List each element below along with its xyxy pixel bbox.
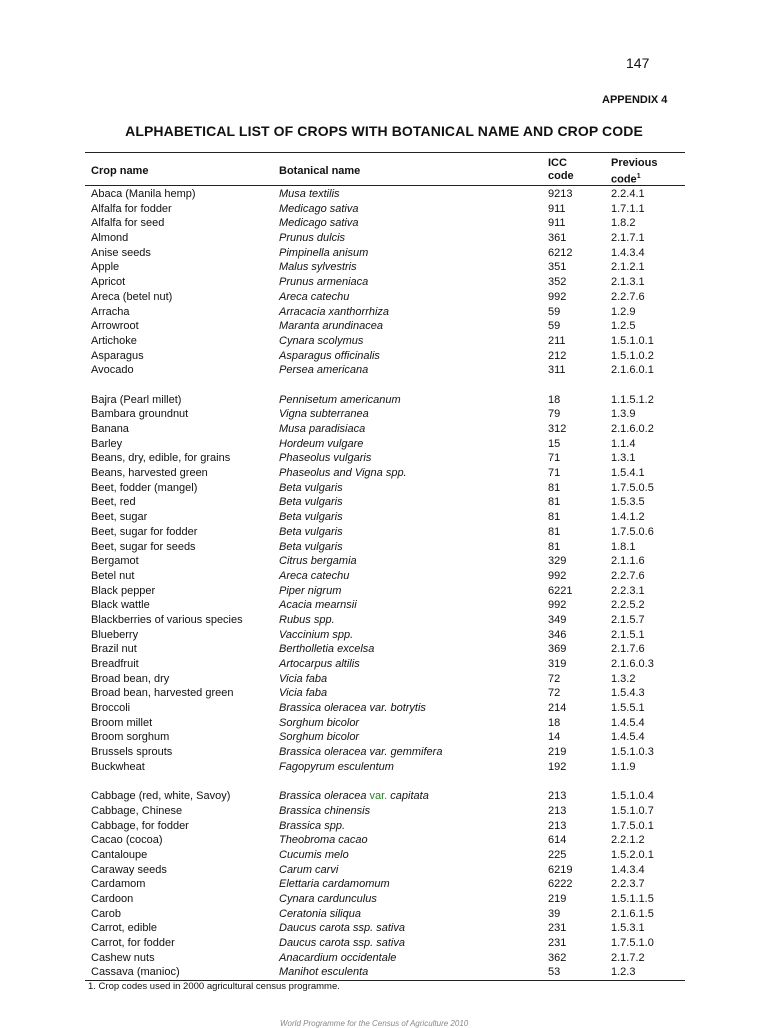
crop-name-cell: Cabbage (red, white, Savoy) xyxy=(91,790,231,803)
botanical-name-cell: Sorghum bicolor xyxy=(279,731,360,744)
botanical-name-cell: Brassica oleracea var. botrytis xyxy=(279,702,426,715)
previous-code-cell: 1.7.5.0.6 xyxy=(611,525,654,538)
previous-code-cell: 2.1.6.0.2 xyxy=(611,423,654,435)
botanical-name-cell: Phaseolus vulgaris xyxy=(279,452,372,465)
previous-code-cell: 1.2.5 xyxy=(611,320,636,333)
previous-code-cell: 2.2.4.1 xyxy=(611,188,645,200)
crop-name-cell: Carob xyxy=(91,907,121,920)
crop-name-cell: Carrot, edible xyxy=(91,922,158,935)
icc-code-cell: 81 xyxy=(548,481,561,494)
table-row xyxy=(85,437,685,452)
table-row xyxy=(85,334,685,349)
botanical-name-cell: Maranta arundinacea xyxy=(279,320,383,333)
table-row xyxy=(85,936,685,951)
botanical-name-cell: Brassica spp. xyxy=(279,819,346,832)
previous-code-cell: 1.8.1 xyxy=(611,540,636,553)
previous-code-cell: 1.3.1 xyxy=(611,452,636,465)
icc-code-cell: 351 xyxy=(548,261,567,274)
previous-code-cell: 1.7.5.0.5 xyxy=(611,481,654,494)
botanical-name-cell: Carum carvi xyxy=(279,863,339,876)
table-row xyxy=(85,892,685,907)
icc-code-cell: 213 xyxy=(548,804,567,817)
table-row xyxy=(85,642,685,657)
crop-name-cell: Broad bean, dry xyxy=(91,672,170,685)
botanical-name-cell: Vigna subterranea xyxy=(279,408,369,421)
crop-name-cell: Broom millet xyxy=(91,716,153,729)
header-icc-code xyxy=(548,157,574,183)
previous-code-cell: 2.1.6.1.5 xyxy=(611,907,654,920)
icc-code-cell: 214 xyxy=(548,702,567,715)
header-prev-line2: code$^1$ xyxy=(611,173,641,186)
table-row xyxy=(85,319,685,334)
crop-name-cell: Beet, red xyxy=(91,496,136,509)
botanical-name-cell: Beta vulgaris xyxy=(279,496,343,509)
table-row xyxy=(85,877,685,892)
header-icc-line2: code xyxy=(548,170,574,182)
previous-code-cell: 1.1.9 xyxy=(611,760,636,773)
previous-code-cell: 1.5.4.1 xyxy=(611,467,645,480)
footnote: 1. Crop codes used in 2000 agricultural census programme. xyxy=(88,981,340,992)
crop-name-cell: Cacao (cocoa) xyxy=(91,834,163,847)
crop-name-cell: Brussels sprouts xyxy=(91,746,173,759)
crop-name-cell: Artichoke xyxy=(91,334,137,347)
crop-name-cell: Cassava (manioc) xyxy=(91,966,180,979)
botanical-name-cell: Elettaria cardamomum xyxy=(279,878,390,891)
crop-name-cell: Blueberry xyxy=(91,628,139,641)
previous-code-cell: 1.3.2 xyxy=(611,672,636,685)
botanical-name-cell: Brassica oleracea var. gemmifera xyxy=(279,746,443,759)
header-prev-line1: Previous xyxy=(611,157,658,169)
header-previous-code xyxy=(611,157,657,187)
icc-code-cell: 81 xyxy=(548,540,561,553)
icc-code-cell: 81 xyxy=(548,511,561,524)
crop-name-cell: Carrot, for fodder xyxy=(91,937,175,950)
botanical-name-cell: Anacardium occidentale xyxy=(279,951,397,964)
botanical-name-cell: Vaccinium spp. xyxy=(279,628,354,641)
botanical-name-cell: Pennisetum americanum xyxy=(279,393,401,406)
icc-code-cell: 213 xyxy=(548,819,567,832)
appendix-label: APPENDIX 4 xyxy=(602,94,668,106)
previous-code-cell: 1.5.1.0.4 xyxy=(611,790,654,803)
botanical-name-cell: Medicago sativa xyxy=(279,217,359,230)
previous-code-cell: 2.1.3.1 xyxy=(611,276,645,289)
crop-name-cell: Banana xyxy=(91,423,129,435)
icc-code-cell: 14 xyxy=(548,731,561,744)
icc-code-cell: 6212 xyxy=(548,246,573,259)
icc-code-cell: 362 xyxy=(548,951,567,964)
table-row xyxy=(85,525,685,540)
crop-table xyxy=(85,152,685,981)
icc-code-cell: 71 xyxy=(548,467,561,480)
table-row xyxy=(85,598,685,613)
crop-name-cell: Beans, dry, edible, for grains xyxy=(91,452,231,465)
page-footer: World Programme for the Census of Agriculture 2010 xyxy=(280,1019,469,1028)
icc-code-cell: 59 xyxy=(548,320,561,333)
previous-code-cell: 2.1.6.0.3 xyxy=(611,658,654,670)
page-title: ALPHABETICAL LIST OF CROPS WITH BOTANICAL NAME AND CROP CODE xyxy=(125,123,643,139)
previous-code-cell: 1.8.2 xyxy=(611,217,636,230)
crop-name-cell: Alfalfa for fodder xyxy=(91,202,172,215)
icc-code-cell: 231 xyxy=(548,922,567,935)
crop-name-cell: Abaca (Manila hemp) xyxy=(91,188,196,200)
previous-code-cell: 1.4.1.2 xyxy=(611,511,645,524)
botanical-name-cell: Brassica chinensis xyxy=(279,804,371,817)
table-row xyxy=(85,951,685,966)
header-botanical-name: Botanical name xyxy=(279,165,361,177)
crop-name-cell: Areca (betel nut) xyxy=(91,290,173,303)
icc-code-cell: 992 xyxy=(548,599,567,612)
botanical-name-cell: Ceratonia siliqua xyxy=(279,907,361,920)
crop-name-cell: Beans, harvested green xyxy=(91,467,208,480)
icc-code-cell: 992 xyxy=(548,569,567,582)
previous-code-cell: 2.1.2.1 xyxy=(611,261,645,274)
table-row xyxy=(85,275,685,290)
crop-name-cell: Bergamot xyxy=(91,555,139,568)
table-row xyxy=(85,672,685,687)
botanical-name-cell: Asparagus officinalis xyxy=(279,349,380,362)
table-row xyxy=(85,907,685,922)
previous-code-cell: 2.2.3.1 xyxy=(611,584,645,597)
botanical-name-cell: Beta vulgaris xyxy=(279,540,343,553)
crop-name-cell: Cabbage, Chinese xyxy=(91,804,183,817)
icc-code-cell: 346 xyxy=(548,628,567,641)
crop-name-cell: Broad bean, harvested green xyxy=(91,687,234,700)
icc-code-cell: 18 xyxy=(548,393,561,406)
botanical-name-cell: Vicia faba xyxy=(279,687,328,700)
icc-code-cell: 81 xyxy=(548,525,561,538)
botanical-name-cell: Phaseolus and Vigna spp. xyxy=(279,467,407,480)
icc-code-cell: 71 xyxy=(548,452,561,465)
botanical-name-cell: Prunus armeniaca xyxy=(279,276,369,289)
icc-code-cell: 15 xyxy=(548,437,561,450)
previous-code-cell: 1.4.3.4 xyxy=(611,246,645,259)
table-row xyxy=(85,833,685,848)
crop-name-cell: Bambara groundnut xyxy=(91,408,189,421)
botanical-name-cell: Cucumis melo xyxy=(279,848,349,861)
botanical-name-cell: Citrus bergamia xyxy=(279,555,357,568)
icc-code-cell: 329 xyxy=(548,555,567,568)
botanical-tail: capitata xyxy=(390,790,429,803)
table-row xyxy=(85,231,685,246)
icc-code-cell: 6219 xyxy=(548,863,573,876)
icc-code-cell: 39 xyxy=(548,907,561,920)
table-row xyxy=(85,613,685,628)
table-row xyxy=(85,363,685,378)
previous-code-cell: 1.5.1.0.1 xyxy=(611,334,654,347)
table-row xyxy=(85,745,685,760)
page-number: 147 xyxy=(626,55,650,71)
table-row xyxy=(85,510,685,525)
icc-code-cell: 18 xyxy=(548,716,561,729)
crop-name-cell: Apricot xyxy=(91,276,126,289)
botanical-name-cell: Daucus carota ssp. sativa xyxy=(279,937,405,950)
crop-name-cell: Cantaloupe xyxy=(91,848,148,861)
botanical-name-cell: Areca catechu xyxy=(279,569,350,582)
table-row xyxy=(85,569,685,584)
previous-code-cell: 1.5.5.1 xyxy=(611,702,645,715)
botanical-name-cell: Musa paradisiaca xyxy=(279,423,366,435)
table-row xyxy=(85,965,685,980)
table-row xyxy=(85,202,685,217)
previous-code-cell: 1.5.1.0.2 xyxy=(611,349,654,362)
botanical-name-cell: Beta vulgaris xyxy=(279,481,343,494)
botanical-name-cell: Prunus dulcis xyxy=(279,232,346,245)
botanical-name-cell: Hordeum vulgare xyxy=(279,437,364,450)
icc-code-cell: 211 xyxy=(548,334,566,347)
icc-code-cell: 319 xyxy=(548,658,567,670)
table-row xyxy=(85,495,685,510)
crop-name-cell: Breadfruit xyxy=(91,658,139,670)
botanical-name-cell: Sorghum bicolor xyxy=(279,716,360,729)
previous-code-cell: 1.4.5.4 xyxy=(611,716,645,729)
previous-code-cell: 2.1.5.1 xyxy=(611,628,645,641)
crop-name-cell: Alfalfa for seed xyxy=(91,217,165,230)
icc-code-cell: 369 xyxy=(548,643,567,656)
table-row xyxy=(85,657,685,672)
previous-code-cell: 1.4.3.4 xyxy=(611,863,645,876)
previous-code-cell: 1.1.4 xyxy=(611,437,636,450)
crop-name-cell: Beet, sugar for fodder xyxy=(91,525,198,538)
previous-code-cell: 1.5.2.0.1 xyxy=(611,848,654,861)
botanical-name-cell: Piper nigrum xyxy=(279,584,342,597)
botanical-name-cell: Musa textilis xyxy=(279,188,340,200)
icc-code-cell: 361 xyxy=(548,232,567,245)
crop-name-cell: Beet, sugar xyxy=(91,511,148,524)
table-row xyxy=(85,422,685,437)
crop-name-cell: Cardoon xyxy=(91,893,134,905)
icc-code-cell: 219 xyxy=(548,893,567,905)
crop-name-cell: Almond xyxy=(91,232,129,245)
table-row xyxy=(85,921,685,936)
table-row xyxy=(85,701,685,716)
table-row xyxy=(85,407,685,422)
table-row xyxy=(85,540,685,555)
table-row xyxy=(85,451,685,466)
botanical-name-cell: Theobroma cacao xyxy=(279,834,368,847)
previous-code-cell: 1.1.5.1.2 xyxy=(611,393,654,406)
previous-code-cell: 2.1.1.6 xyxy=(611,555,645,568)
crop-name-cell: Bajra (Pearl millet) xyxy=(91,393,182,406)
table-row xyxy=(85,554,685,569)
botanical-name-cell: Beta vulgaris xyxy=(279,525,343,538)
crop-name-cell: Cashew nuts xyxy=(91,951,155,964)
previous-code-cell: 1.2.3 xyxy=(611,966,636,979)
table-row xyxy=(85,305,685,320)
previous-code-cell: 1.5.1.0.3 xyxy=(611,746,654,759)
previous-code-cell: 2.1.7.6 xyxy=(611,643,645,656)
table-row xyxy=(85,466,685,481)
crop-name-cell: Apple xyxy=(91,261,120,274)
icc-code-cell: 79 xyxy=(548,408,561,421)
icc-code-cell: 59 xyxy=(548,305,561,318)
previous-code-cell: 2.2.7.6 xyxy=(611,290,645,303)
table-row xyxy=(85,290,685,305)
previous-code-cell: 1.5.1.1.5 xyxy=(611,893,654,905)
crop-name-cell: Avocado xyxy=(91,364,134,377)
table-row xyxy=(85,686,685,701)
table-header xyxy=(85,153,685,185)
table-row xyxy=(85,804,685,819)
previous-code-cell: 1.5.3.1 xyxy=(611,922,645,935)
crop-name-cell: Caraway seeds xyxy=(91,863,167,876)
previous-code-cell: 2.1.6.0.1 xyxy=(611,364,654,377)
icc-code-cell: 72 xyxy=(548,687,561,700)
botanical-name-cell: Artocarpus altilis xyxy=(279,658,360,670)
previous-code-cell: 2.2.5.2 xyxy=(611,599,645,612)
table-row xyxy=(85,819,685,834)
icc-code-cell: 231 xyxy=(548,937,567,950)
crop-name-cell: Barley xyxy=(91,437,123,450)
table-row xyxy=(85,393,685,408)
table-row xyxy=(85,584,685,599)
table-row xyxy=(85,730,685,745)
previous-code-cell: 2.1.7.1 xyxy=(611,232,645,245)
crop-name-cell: Broom sorghum xyxy=(91,731,170,744)
botanical-name-cell: Fagopyrum esculentum xyxy=(279,760,394,773)
icc-code-cell: 349 xyxy=(548,613,567,626)
botanical-name-cell: Malus sylvestris xyxy=(279,261,357,274)
table-row xyxy=(85,848,685,863)
crop-name-cell: Arracha xyxy=(91,305,130,318)
icc-code-cell: 311 xyxy=(548,364,566,377)
crop-name-cell: Broccoli xyxy=(91,702,131,715)
icc-code-cell: 992 xyxy=(548,290,567,303)
crop-name-cell: Cabbage, for fodder xyxy=(91,819,189,832)
icc-code-cell: 6222 xyxy=(548,878,573,891)
table-row xyxy=(85,349,685,364)
botanical-name-cell xyxy=(279,789,429,804)
table-row xyxy=(85,789,685,804)
header-icc-line1: ICC xyxy=(548,157,567,169)
icc-code-cell: 225 xyxy=(548,848,567,861)
icc-code-cell: 219 xyxy=(548,746,567,759)
header-crop-name: Crop name xyxy=(91,165,149,177)
botanical-name-cell: Cynara scolymus xyxy=(279,334,364,347)
previous-code-cell: 1.5.3.5 xyxy=(611,496,645,509)
botanical-name-cell: Bertholletia excelsa xyxy=(279,643,375,656)
icc-code-cell: 192 xyxy=(548,760,567,773)
crop-name-cell: Buckwheat xyxy=(91,760,145,773)
crop-name-cell: Arrowroot xyxy=(91,320,139,333)
table-row xyxy=(85,716,685,731)
previous-code-cell: 1.7.5.0.1 xyxy=(611,819,654,832)
botanical-name-cell: Rubus spp. xyxy=(279,613,335,626)
previous-code-cell: 2.1.5.7 xyxy=(611,613,645,626)
botanical-var: var. xyxy=(369,790,388,803)
previous-code-cell: 1.3.9 xyxy=(611,408,636,421)
crop-name-cell: Black pepper xyxy=(91,584,156,597)
botanical-name-cell: Persea americana xyxy=(279,364,369,377)
icc-code-cell: 6221 xyxy=(548,584,573,597)
botanical-name-cell: Acacia mearnsii xyxy=(279,599,357,612)
table-row xyxy=(85,760,685,775)
previous-code-cell: 2.2.3.7 xyxy=(611,878,645,891)
table-row xyxy=(85,246,685,261)
table-row xyxy=(85,260,685,275)
icc-code-cell: 53 xyxy=(548,966,561,979)
previous-code-cell: 2.2.1.2 xyxy=(611,834,645,847)
previous-code-cell: 1.4.5.4 xyxy=(611,731,645,744)
previous-code-cell: 2.1.7.2 xyxy=(611,951,645,964)
botanical-name-cell: Vicia faba xyxy=(279,672,328,685)
botanical-name-cell: Daucus carota ssp. sativa xyxy=(279,922,405,935)
previous-code-cell: 1.7.1.1 xyxy=(611,202,645,215)
crop-name-cell: Beet, fodder (mangel) xyxy=(91,481,198,494)
icc-code-cell: 911 xyxy=(548,202,566,215)
icc-code-cell: 312 xyxy=(548,423,567,435)
botanical-name-cell: Beta vulgaris xyxy=(279,511,343,524)
crop-name-cell: Brazil nut xyxy=(91,643,137,656)
icc-code-cell: 352 xyxy=(548,276,567,289)
icc-code-cell: 72 xyxy=(548,672,561,685)
table-row xyxy=(85,216,685,231)
table-row xyxy=(85,628,685,643)
crop-name-cell: Black wattle xyxy=(91,599,150,612)
previous-code-cell: 1.5.4.3 xyxy=(611,687,645,700)
crop-name-cell: Asparagus xyxy=(91,349,144,362)
botanical-name-cell: Manihot esculenta xyxy=(279,966,369,979)
icc-code-cell: 9213 xyxy=(548,188,573,200)
botanical-name-cell: Medicago sativa xyxy=(279,202,359,215)
table-body xyxy=(85,186,685,980)
crop-name-cell: Blackberries of various species xyxy=(91,613,243,626)
botanical-name-cell: Areca catechu xyxy=(279,290,350,303)
previous-code-cell: 1.5.1.0.7 xyxy=(611,804,654,817)
botanical-name-cell: Arracacia xanthorrhiza xyxy=(279,305,390,318)
icc-code-cell: 614 xyxy=(548,834,567,847)
previous-code-cell: 1.2.9 xyxy=(611,305,636,318)
botanical-name-cell: Pimpinella anisum xyxy=(279,246,369,259)
previous-code-cell: 2.2.7.6 xyxy=(611,569,645,582)
icc-code-cell: 213 xyxy=(548,790,567,803)
table-row xyxy=(85,187,685,202)
crop-name-cell: Betel nut xyxy=(91,569,135,582)
crop-name-cell: Beet, sugar for seeds xyxy=(91,540,196,553)
crop-name-cell: Anise seeds xyxy=(91,246,151,259)
botanical-genus: Brassica oleracea xyxy=(279,790,367,803)
icc-code-cell: 212 xyxy=(548,349,567,362)
footnote-marker: 1 xyxy=(636,173,641,180)
table-row xyxy=(85,863,685,878)
icc-code-cell: 911 xyxy=(548,217,566,230)
icc-code-cell: 81 xyxy=(548,496,561,509)
botanical-name-cell: Cynara cardunculus xyxy=(279,893,377,905)
crop-name-cell: Cardamom xyxy=(91,878,146,891)
table-row xyxy=(85,481,685,496)
previous-code-cell: 1.7.5.1.0 xyxy=(611,937,654,950)
